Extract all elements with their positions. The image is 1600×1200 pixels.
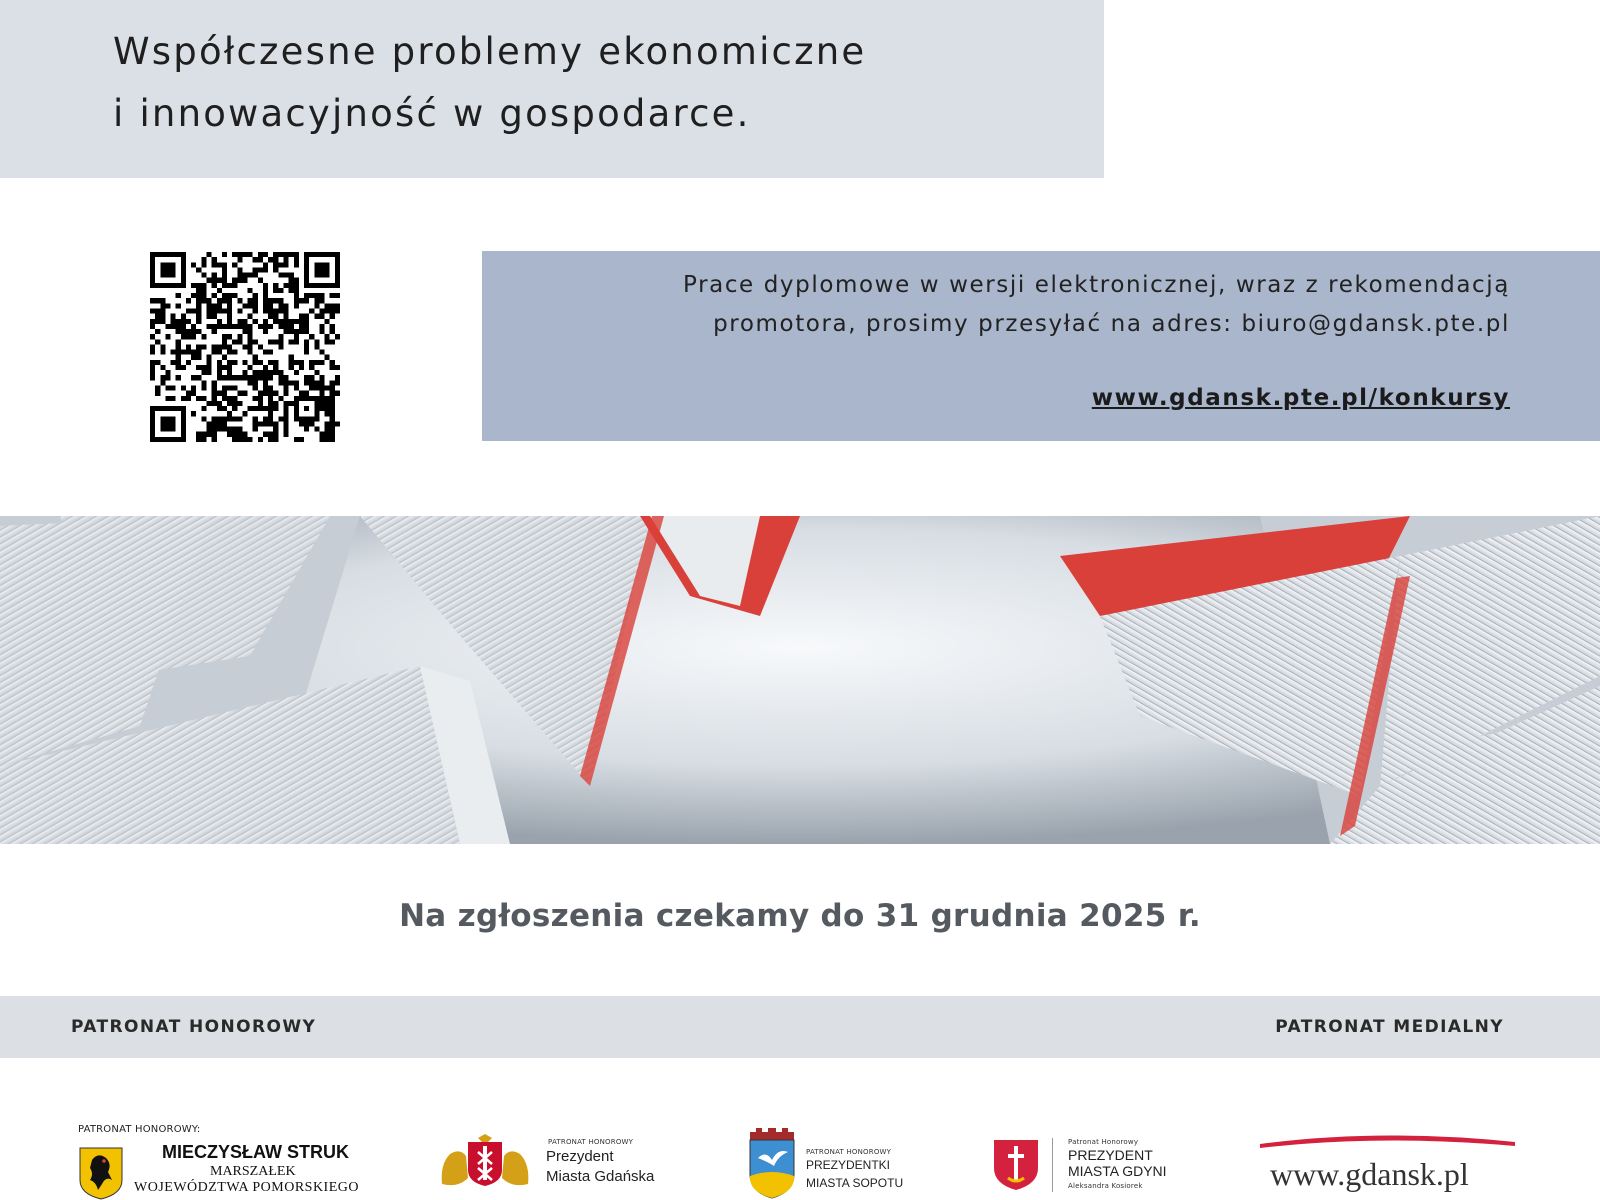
patronage-bar: [0, 996, 1600, 1058]
qr-code-icon[interactable]: [150, 252, 340, 442]
sopot-crest-icon: [746, 1128, 798, 1200]
marshal-region: WOJEWÓDZTWA POMORSKIEGO: [134, 1180, 359, 1195]
gdynia-crest-icon: [992, 1138, 1040, 1192]
gdansk-mayor-line-2: Miasta Gdańska: [546, 1168, 655, 1185]
gdansk-pl-media-logo[interactable]: [1260, 1130, 1520, 1200]
info-line-1: Prace dyplomowe w wersji elektronicznej, wraz z rekomendacją: [683, 272, 1510, 298]
sopot-mayor-line-2: MIASTA SOPOTU: [806, 1176, 904, 1190]
info-line-2: promotora, prosimy przesyłać na adres: biuro@gdansk.pte.pl: [713, 311, 1510, 337]
gdansk-pl-url: www.gdansk.pl: [1270, 1156, 1469, 1192]
patron-logos: [0, 1100, 1600, 1200]
title-banner: [0, 0, 1104, 178]
submission-info-box: [482, 251, 1600, 441]
gdansk-lions-crest-icon: [438, 1134, 532, 1190]
marshal-logo: [78, 1124, 398, 1200]
title-line-1: Współczesne problemy ekonomiczne: [113, 30, 867, 73]
gdynia-mayor-logo: [992, 1138, 1192, 1200]
gdynia-mayor-name: Aleksandra Kosiorek: [1068, 1182, 1143, 1190]
sopot-mayor-header: PATRONAT HONOROWY: [806, 1148, 892, 1156]
gdynia-logo-divider: [1052, 1138, 1053, 1192]
sopot-mayor-logo: [746, 1128, 916, 1200]
title-line-2: i innowacyjność w gospodarce.: [113, 92, 751, 135]
deadline-text: Na zgłoszenia czekamy do 31 grudnia 2025 r.: [399, 898, 1201, 934]
gdansk-mayor-logo: [438, 1134, 678, 1200]
sopot-mayor-line-1: PREZYDENTKI: [806, 1158, 891, 1172]
competitions-link[interactable]: www.gdansk.pte.pl/konkursy: [1091, 385, 1510, 411]
gdynia-mayor-line-1: PREZYDENT: [1068, 1147, 1153, 1163]
gdansk-pl-swoosh-icon: [1260, 1130, 1515, 1150]
marshal-role: MARSZAŁEK: [210, 1164, 296, 1179]
marshal-logo-header: PATRONAT HONOROWY:: [78, 1124, 201, 1135]
marshal-name: MIECZYSŁAW STRUK: [162, 1142, 349, 1162]
gdansk-mayor-header: PATRONAT HONOROWY: [548, 1138, 634, 1146]
books-photo: [0, 516, 1600, 844]
media-patronage-label: PATRONAT MEDIALNY: [1275, 1017, 1504, 1037]
honorary-patronage-label: PATRONAT HONOROWY: [71, 1017, 317, 1037]
gdansk-mayor-line-1: Prezydent: [546, 1148, 614, 1165]
pomeranian-griffin-crest-icon: [78, 1146, 124, 1200]
gdynia-mayor-line-2: MIASTA GDYNI: [1068, 1163, 1167, 1179]
gdynia-mayor-header: Patronat Honorowy: [1068, 1138, 1139, 1146]
